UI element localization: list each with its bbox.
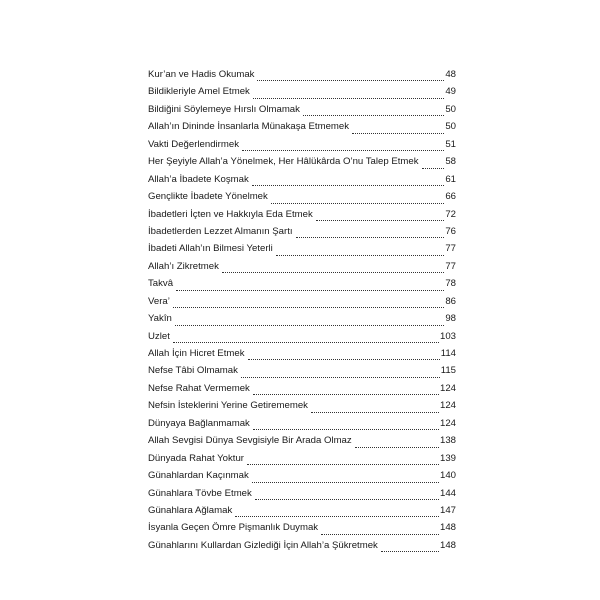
toc-dot-leader <box>247 464 439 465</box>
toc-entry-page-number: 77 <box>445 243 456 255</box>
toc-entry-page-number: 124 <box>439 400 456 412</box>
toc-entry <box>148 488 456 505</box>
toc-dot-leader <box>252 185 445 186</box>
toc-entry <box>148 174 456 191</box>
toc-entry <box>148 348 456 365</box>
toc-dot-leader <box>257 80 444 81</box>
toc-entry-title: Takvâ <box>148 278 174 290</box>
toc-entry-title: Allah’ın Dininde İnsanlarla Münakaşa Etmemek <box>148 121 350 133</box>
toc-entry-page-number: 49 <box>445 86 456 98</box>
toc-dot-leader <box>173 307 444 308</box>
toc-entry-page-number: 48 <box>445 69 456 80</box>
toc-entry <box>148 505 456 522</box>
toc-entry-title: Bildikleriyle Amel Etmek <box>148 86 250 98</box>
toc-entry-title: Bildiğini Söylemeye Hırslı Olmamak <box>148 103 300 115</box>
toc-dot-leader <box>253 429 439 430</box>
toc-entry-title: Yakîn <box>148 313 172 325</box>
toc-entry-title: Kur’an ve Hadis Okumak <box>148 69 255 80</box>
toc-entry <box>148 139 456 156</box>
toc-entry <box>148 243 456 260</box>
toc-entry-title: Gençlikte İbadete Yönelmek <box>148 191 268 203</box>
toc-dot-leader <box>422 168 445 169</box>
toc-entry-title: Günahlara Ağlamak <box>148 504 233 516</box>
toc-entry <box>148 400 456 417</box>
toc-entry-page-number: 148 <box>439 539 456 551</box>
toc-entry-page-number: 115 <box>440 365 456 377</box>
toc-entry-page-number: 66 <box>445 191 456 203</box>
toc-entry-title: Nefse Rahat Vermemek <box>148 382 250 394</box>
toc-entry-title: Günahlardan Kaçınmak <box>148 470 249 482</box>
toc-entry <box>148 226 456 243</box>
toc-entry-page-number: 103 <box>439 330 456 342</box>
toc-dot-leader <box>303 115 444 116</box>
toc-entry-page-number: 144 <box>439 487 456 499</box>
toc-entry-page-number: 138 <box>439 435 456 447</box>
toc-dot-leader <box>175 325 445 326</box>
toc-entry-title: Dünyaya Bağlanmamak <box>148 417 250 429</box>
toc-entry-title: Dünyada Rahat Yoktur <box>148 452 245 464</box>
toc-entry-title: Günahlarını Kullardan Gizlediği İçin Allah’a Şükretmek <box>148 539 378 551</box>
toc-entry-title: İsyanla Geçen Ömre Pişmanlık Duymak <box>148 522 319 534</box>
toc-dot-leader <box>253 394 439 395</box>
toc-entry <box>148 453 456 470</box>
toc-dot-leader <box>176 290 444 291</box>
toc-entry-page-number: 148 <box>439 522 456 534</box>
toc-entry <box>148 313 456 330</box>
toc-dot-leader <box>222 272 444 273</box>
toc-entry-title: Allah Sevgisi Dünya Sevgisiyle Bir Arada Olmaz <box>148 435 352 447</box>
toc-entry-page-number: 58 <box>445 156 456 168</box>
toc-entry-title: İbadetleri İçten ve Hakkıyla Eda Etmek <box>148 208 313 220</box>
toc-entry-page-number: 72 <box>445 208 456 220</box>
toc-entry-page-number: 50 <box>445 121 456 133</box>
toc-entry <box>148 261 456 278</box>
toc-dot-leader <box>311 412 439 413</box>
toc-dot-leader <box>255 499 439 500</box>
toc-dot-leader <box>276 255 445 256</box>
toc-entry-page-number: 61 <box>445 173 456 185</box>
toc-entry <box>148 435 456 452</box>
toc-dot-leader <box>316 220 445 221</box>
toc-entry <box>148 296 456 313</box>
toc-entry-title: İbadeti Allah’ın Bilmesi Yeterli <box>148 243 273 255</box>
toc-entry <box>148 331 456 348</box>
toc-dot-leader <box>321 534 439 535</box>
toc-entry-title: İbadetlerden Lezzet Almanın Şartı <box>148 225 293 237</box>
toc-entry <box>148 191 456 208</box>
toc-entry-page-number: 51 <box>445 138 456 150</box>
toc-entry-title: Vera’ <box>148 295 170 307</box>
toc-dot-leader <box>252 482 439 483</box>
toc-entry <box>148 121 456 138</box>
toc-entry <box>148 365 456 382</box>
toc-entry <box>148 383 456 400</box>
toc-entry-page-number: 114 <box>440 348 456 359</box>
toc-dot-leader <box>242 150 444 151</box>
toc-dot-leader <box>355 447 439 448</box>
toc-entry <box>148 104 456 121</box>
toc-entry-page-number: 124 <box>439 417 456 429</box>
toc-entry-page-number: 147 <box>439 504 456 516</box>
table-of-contents <box>148 69 456 557</box>
toc-entry-title: Uzlet <box>148 330 170 342</box>
toc-entry <box>148 418 456 435</box>
toc-entry-title: Nefsin İsteklerini Yerine Getirememek <box>148 400 308 412</box>
toc-entry-title: Allah’ı Zikretmek <box>148 260 219 272</box>
toc-entry-title: Allah’a İbadete Koşmak <box>148 173 249 185</box>
toc-entry-page-number: 124 <box>439 382 456 394</box>
toc-entry-page-number: 76 <box>445 225 456 237</box>
toc-entry-page-number: 78 <box>445 278 456 290</box>
toc-entry-title: Nefse Tâbi Olmamak <box>148 365 238 377</box>
toc-entry-page-number: 86 <box>445 295 456 307</box>
toc-entry-title: Günahlara Tövbe Etmek <box>148 487 252 499</box>
toc-dot-leader <box>352 133 444 134</box>
toc-dot-leader <box>381 551 439 552</box>
toc-entry-page-number: 139 <box>439 452 456 464</box>
toc-entry-page-number: 98 <box>445 313 456 325</box>
toc-entry-title: Her Şeyiyle Allah’a Yönelmek, Her Hâlükârda O’nu Talep Etmek <box>148 156 419 168</box>
toc-entry <box>148 278 456 295</box>
toc-entry-title: Allah İçin Hicret Etmek <box>148 348 245 359</box>
toc-dot-leader <box>173 342 439 343</box>
toc-entry-page-number: 140 <box>439 470 456 482</box>
toc-entry <box>148 156 456 173</box>
toc-entry <box>148 209 456 226</box>
toc-entry <box>148 540 456 557</box>
toc-dot-leader <box>296 237 445 238</box>
toc-entry <box>148 86 456 103</box>
toc-dot-leader <box>248 359 440 360</box>
toc-dot-leader <box>253 98 444 99</box>
toc-entry <box>148 522 456 539</box>
toc-dot-leader <box>271 203 445 204</box>
toc-entry-page-number: 77 <box>445 260 456 272</box>
toc-dot-leader <box>241 377 440 378</box>
toc-entry <box>148 470 456 487</box>
toc-entry-title: Vakti Değerlendirmek <box>148 138 239 150</box>
toc-entry-page-number: 50 <box>445 103 456 115</box>
toc-dot-leader <box>235 516 439 517</box>
toc-entry <box>148 69 456 86</box>
